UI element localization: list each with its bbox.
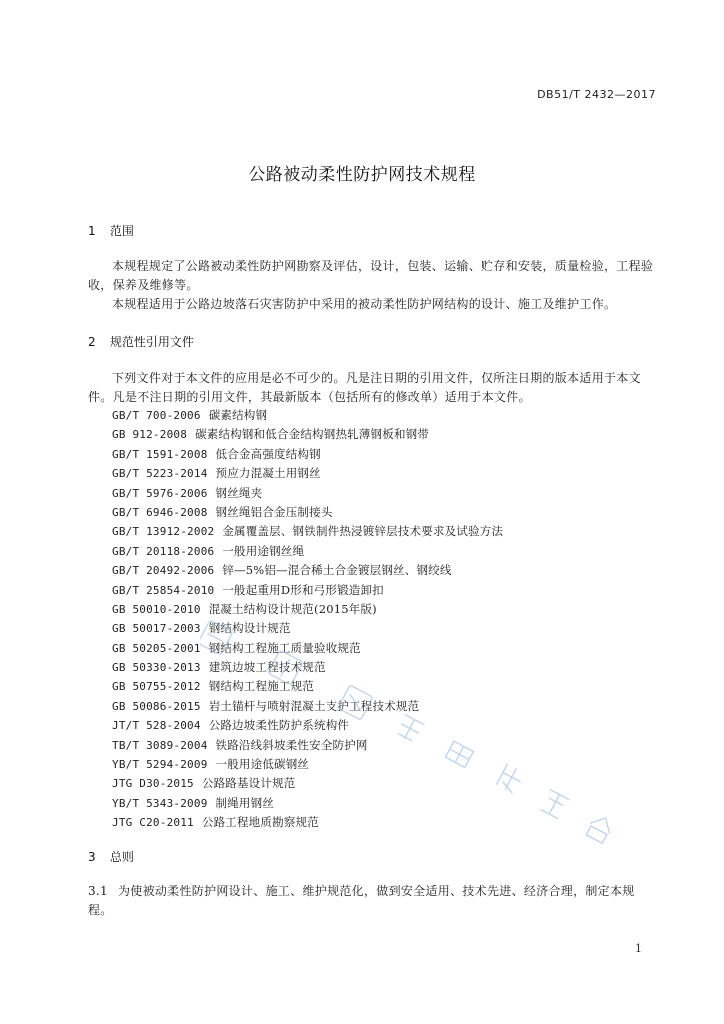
- reference-name: 碳素结构钢和低合金结构钢热轧薄钢板和钢带: [195, 427, 430, 442]
- section-title: 总则: [109, 850, 134, 864]
- reference-name: 建筑边坡工程技术规范: [208, 660, 326, 675]
- reference-code: GB/T 5223-2014: [112, 467, 208, 481]
- page-number: 1: [635, 942, 642, 955]
- clause-3-1: [88, 882, 658, 920]
- reference-item: [112, 658, 503, 677]
- reference-name: 一般起重用D形和弓形锻造卸扣: [222, 582, 384, 597]
- reference-item: [112, 581, 503, 600]
- reference-code: YB/T 5343-2009: [112, 796, 208, 810]
- section-number: 1: [88, 224, 96, 238]
- section-title: 范围: [109, 224, 134, 238]
- reference-code: GB 50205-2001: [112, 641, 201, 655]
- references-intro-paragraph: 下列文件对于本文件的应用是必不可少的。凡是注日期的引用文件，仅所注日期的版本适用于本文件。凡是不注日期的引用文件，其最新版本（包括所有的修改单）适用于本文件。: [88, 371, 641, 404]
- reference-code: GB/T 700-2006: [112, 409, 201, 422]
- reference-item: [112, 425, 503, 444]
- reference-code: JTG D30-2015: [112, 777, 194, 791]
- reference-code: GB 50086-2015: [112, 699, 201, 713]
- reference-code: YB/T 5294-2009: [112, 758, 208, 772]
- reference-name: 公路路基设计规范: [201, 776, 296, 791]
- reference-item: [112, 774, 503, 793]
- reference-name: 预应力混凝土用钢丝: [215, 466, 321, 481]
- reference-code: GB/T 5976-2006: [112, 486, 208, 500]
- section-heading-general: [88, 848, 134, 865]
- reference-code: GB 50330-2013: [112, 661, 201, 675]
- reference-name: 岩土锚杆与喷射混凝土支护工程技术规范: [208, 698, 420, 713]
- reference-name: 锌—5%铝—混合稀土合金镀层钢丝、钢绞线: [222, 563, 452, 578]
- reference-name: 碳素结构钢: [208, 408, 268, 422]
- reference-item: [112, 619, 503, 638]
- reference-name: 公路边坡柔性防护系统构件: [208, 718, 350, 733]
- section-title: 规范性引用文件: [109, 335, 194, 349]
- section-heading-normative-references: [88, 333, 194, 350]
- reference-item: [112, 639, 503, 658]
- section-heading-scope: [88, 222, 134, 239]
- reference-name: 制绳用钢丝: [215, 795, 275, 810]
- section-number: 2: [88, 335, 96, 349]
- reference-list: [112, 406, 503, 833]
- reference-code: GB/T 13912-2002: [112, 525, 215, 539]
- section-number: 3: [88, 850, 96, 864]
- reference-item: [112, 794, 503, 813]
- reference-code: GB/T 20492-2006: [112, 564, 215, 578]
- reference-name: 低合金高强度结构钢: [215, 446, 321, 461]
- reference-name: 公路工程地质勘察规范: [201, 815, 319, 830]
- reference-name: 金属覆盖层、钢铁制件热浸镀锌层技术要求及试验方法: [222, 524, 504, 539]
- reference-item: [112, 716, 503, 735]
- reference-name: 钢结构工程施工质量验收规范: [208, 640, 361, 655]
- reference-code: GB 912-2008: [112, 428, 188, 442]
- reference-code: GB/T 20118-2006: [112, 544, 215, 558]
- reference-item: [112, 484, 503, 503]
- reference-item: [112, 503, 503, 522]
- reference-item: [112, 736, 503, 755]
- reference-item: [112, 697, 503, 716]
- reference-code: GB 50017-2003: [112, 622, 201, 636]
- reference-code: GB 50755-2012: [112, 680, 201, 694]
- reference-code: GB/T 25854-2010: [112, 583, 215, 597]
- reference-item: [112, 406, 503, 425]
- reference-item: [112, 561, 503, 580]
- reference-name: 一般用途低碳钢丝: [215, 757, 310, 772]
- reference-item: [112, 522, 503, 541]
- reference-code: GB/T 6946-2008: [112, 505, 208, 519]
- reference-code: GB/T 1591-2008: [112, 447, 208, 461]
- clause-text: 为使被动柔性防护网设计、施工、维护规范化，做到安全适用、技术先进、经济合理，制定本规程。: [88, 884, 635, 917]
- reference-name: 钢丝绳夹: [215, 485, 263, 500]
- reference-name: 钢丝绳铝合金压制接头: [215, 504, 333, 519]
- scope-paragraph-1: 本规程规定了公路被动柔性防护网勘察及评估，设计，包装、运输、贮存和安装，质量检验，工程验收，保养及维修等。: [88, 259, 654, 292]
- reference-name: 铁路沿线斜坡柔性安全防护网: [215, 737, 368, 752]
- reference-code: JTG C20-2011: [112, 816, 194, 830]
- document-title: 公路被动柔性防护网技术规程: [248, 165, 476, 185]
- reference-name: 钢结构设计规范: [208, 621, 291, 636]
- reference-name: 钢结构工程施工规范: [208, 679, 315, 694]
- scope-paragraph-2: 本规程适用于公路边坡落石灾害防护中采用的被动柔性防护网结构的设计、施工及维护工作。: [112, 297, 617, 311]
- clause-number: 3.1: [88, 884, 108, 898]
- reference-item: [112, 755, 503, 774]
- reference-item: [112, 600, 503, 619]
- reference-item: [112, 813, 503, 832]
- reference-item: [112, 445, 503, 464]
- reference-name: 混凝土结构设计规范(2015年版): [208, 601, 377, 616]
- reference-code: JT/T 528-2004: [112, 719, 201, 733]
- reference-name: 一般用途钢丝绳: [222, 543, 305, 558]
- reference-item: [112, 677, 503, 696]
- reference-item: [112, 542, 503, 561]
- reference-code: GB 50010-2010: [112, 602, 201, 616]
- reference-item: [112, 464, 503, 483]
- reference-code: TB/T 3089-2004: [112, 738, 208, 752]
- standard-code: DB51/T 2432—2017: [537, 88, 656, 101]
